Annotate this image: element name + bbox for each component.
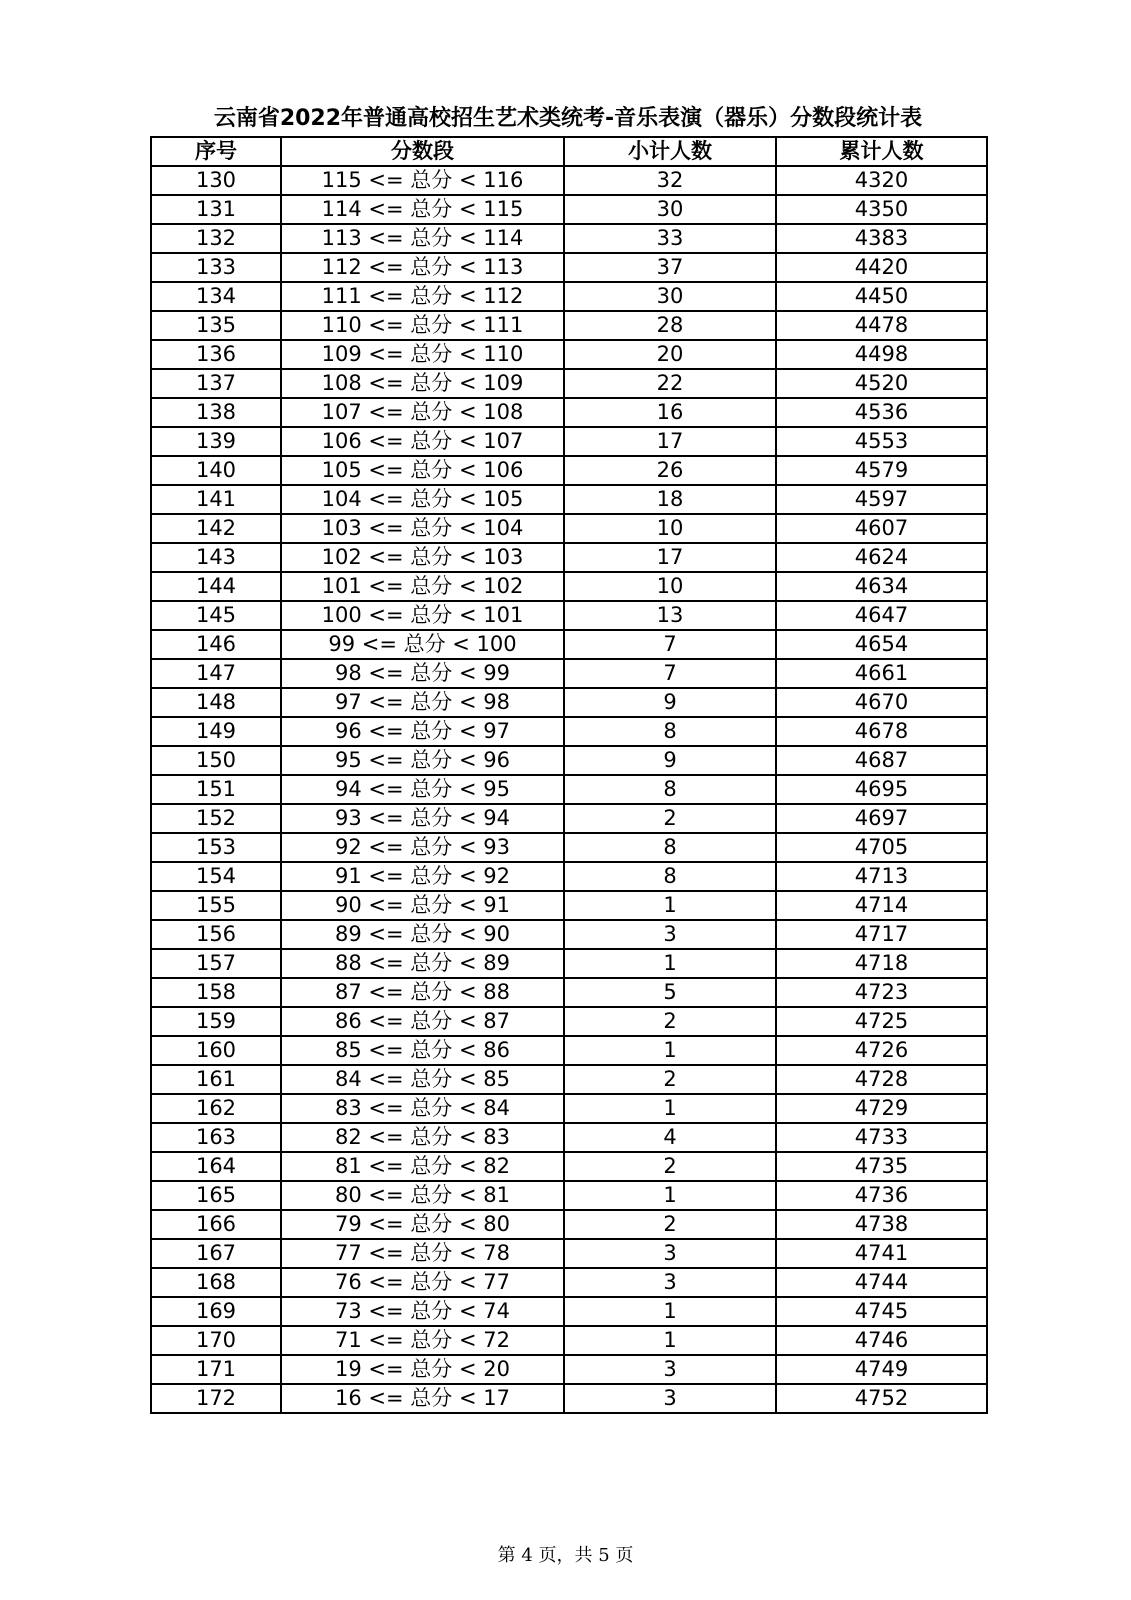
- cell-score-range: 93 <= 总分 < 94: [281, 804, 564, 833]
- cell-cumulative-count: 4738: [776, 1210, 987, 1239]
- cell-serial-number: 163: [151, 1123, 281, 1152]
- table-row: [151, 804, 987, 833]
- cell-serial-number: 130: [151, 166, 281, 195]
- cell-score-range: 80 <= 总分 < 81: [281, 1181, 564, 1210]
- table-row: [151, 224, 987, 253]
- cell-subtotal-count: 30: [564, 282, 776, 311]
- cell-cumulative-count: 4661: [776, 659, 987, 688]
- cell-subtotal-count: 1: [564, 891, 776, 920]
- cell-score-range: 71 <= 总分 < 72: [281, 1326, 564, 1355]
- cell-serial-number: 158: [151, 978, 281, 1007]
- cell-subtotal-count: 1: [564, 1181, 776, 1210]
- cell-cumulative-count: 4654: [776, 630, 987, 659]
- cell-score-range: 83 <= 总分 < 84: [281, 1094, 564, 1123]
- cell-cumulative-count: 4726: [776, 1036, 987, 1065]
- cell-serial-number: 140: [151, 456, 281, 485]
- cell-subtotal-count: 3: [564, 1239, 776, 1268]
- table-row: [151, 862, 987, 891]
- cell-serial-number: 150: [151, 746, 281, 775]
- cell-score-range: 92 <= 总分 < 93: [281, 833, 564, 862]
- cell-serial-number: 143: [151, 543, 281, 572]
- cell-cumulative-count: 4744: [776, 1268, 987, 1297]
- cell-subtotal-count: 4: [564, 1123, 776, 1152]
- cell-serial-number: 160: [151, 1036, 281, 1065]
- table-row: [151, 195, 987, 224]
- cell-subtotal-count: 1: [564, 1297, 776, 1326]
- cell-serial-number: 149: [151, 717, 281, 746]
- table-row: [151, 1384, 987, 1413]
- table-row: [151, 369, 987, 398]
- cell-score-range: 76 <= 总分 < 77: [281, 1268, 564, 1297]
- cell-subtotal-count: 32: [564, 166, 776, 195]
- cell-cumulative-count: 4647: [776, 601, 987, 630]
- cell-serial-number: 142: [151, 514, 281, 543]
- cell-score-range: 105 <= 总分 < 106: [281, 456, 564, 485]
- table-row: [151, 572, 987, 601]
- cell-subtotal-count: 37: [564, 253, 776, 282]
- cell-cumulative-count: 4713: [776, 862, 987, 891]
- cell-subtotal-count: 5: [564, 978, 776, 1007]
- cell-subtotal-count: 1: [564, 1036, 776, 1065]
- table-row: [151, 1181, 987, 1210]
- cell-score-range: 88 <= 总分 < 89: [281, 949, 564, 978]
- cell-score-range: 86 <= 总分 < 87: [281, 1007, 564, 1036]
- cell-cumulative-count: 4624: [776, 543, 987, 572]
- cell-cumulative-count: 4678: [776, 717, 987, 746]
- cell-score-range: 104 <= 总分 < 105: [281, 485, 564, 514]
- cell-score-range: 106 <= 总分 < 107: [281, 427, 564, 456]
- cell-cumulative-count: 4733: [776, 1123, 987, 1152]
- cell-cumulative-count: 4729: [776, 1094, 987, 1123]
- cell-cumulative-count: 4705: [776, 833, 987, 862]
- cell-serial-number: 145: [151, 601, 281, 630]
- cell-serial-number: 136: [151, 340, 281, 369]
- cell-score-range: 91 <= 总分 < 92: [281, 862, 564, 891]
- cell-serial-number: 155: [151, 891, 281, 920]
- cell-subtotal-count: 20: [564, 340, 776, 369]
- table-row: [151, 166, 987, 195]
- cell-cumulative-count: 4498: [776, 340, 987, 369]
- table-row: [151, 1007, 987, 1036]
- cell-serial-number: 159: [151, 1007, 281, 1036]
- cell-cumulative-count: 4723: [776, 978, 987, 1007]
- cell-serial-number: 151: [151, 775, 281, 804]
- cell-subtotal-count: 2: [564, 1065, 776, 1094]
- cell-score-range: 112 <= 总分 < 113: [281, 253, 564, 282]
- table-row: [151, 601, 987, 630]
- cell-serial-number: 154: [151, 862, 281, 891]
- cell-serial-number: 153: [151, 833, 281, 862]
- cell-subtotal-count: 9: [564, 688, 776, 717]
- cell-cumulative-count: 4383: [776, 224, 987, 253]
- cell-subtotal-count: 28: [564, 311, 776, 340]
- cell-cumulative-count: 4320: [776, 166, 987, 195]
- cell-cumulative-count: 4520: [776, 369, 987, 398]
- page-footer: 第 4 页，共 5 页: [497, 1545, 634, 1566]
- table-body: [151, 166, 987, 1413]
- cell-score-range: 87 <= 总分 < 88: [281, 978, 564, 1007]
- cell-serial-number: 157: [151, 949, 281, 978]
- cell-serial-number: 169: [151, 1297, 281, 1326]
- cell-subtotal-count: 3: [564, 1268, 776, 1297]
- cell-score-range: 90 <= 总分 < 91: [281, 891, 564, 920]
- cell-subtotal-count: 17: [564, 427, 776, 456]
- cell-serial-number: 132: [151, 224, 281, 253]
- cell-cumulative-count: 4420: [776, 253, 987, 282]
- score-distribution-table: [150, 136, 988, 1414]
- table-row: [151, 340, 987, 369]
- table-row: [151, 1210, 987, 1239]
- cell-cumulative-count: 4687: [776, 746, 987, 775]
- cell-subtotal-count: 17: [564, 543, 776, 572]
- cell-subtotal-count: 1: [564, 1094, 776, 1123]
- cell-subtotal-count: 16: [564, 398, 776, 427]
- cell-score-range: 108 <= 总分 < 109: [281, 369, 564, 398]
- table-row: [151, 833, 987, 862]
- table-row: [151, 311, 987, 340]
- cell-subtotal-count: 2: [564, 804, 776, 833]
- cell-score-range: 101 <= 总分 < 102: [281, 572, 564, 601]
- cell-cumulative-count: 4736: [776, 1181, 987, 1210]
- table-row: [151, 1239, 987, 1268]
- cell-cumulative-count: 4749: [776, 1355, 987, 1384]
- cell-subtotal-count: 8: [564, 775, 776, 804]
- cell-cumulative-count: 4752: [776, 1384, 987, 1413]
- cell-score-range: 94 <= 总分 < 95: [281, 775, 564, 804]
- cell-subtotal-count: 13: [564, 601, 776, 630]
- table-row: [151, 659, 987, 688]
- table-header-row: [151, 137, 987, 166]
- cell-cumulative-count: 4725: [776, 1007, 987, 1036]
- cell-subtotal-count: 3: [564, 1355, 776, 1384]
- cell-score-range: 95 <= 总分 < 96: [281, 746, 564, 775]
- table-row: [151, 398, 987, 427]
- cell-serial-number: 170: [151, 1326, 281, 1355]
- table-row: [151, 1123, 987, 1152]
- table-row: [151, 1152, 987, 1181]
- cell-subtotal-count: 22: [564, 369, 776, 398]
- table-row: [151, 949, 987, 978]
- cell-cumulative-count: 4579: [776, 456, 987, 485]
- cell-score-range: 115 <= 总分 < 116: [281, 166, 564, 195]
- cell-cumulative-count: 4597: [776, 485, 987, 514]
- cell-cumulative-count: 4553: [776, 427, 987, 456]
- cell-serial-number: 131: [151, 195, 281, 224]
- table-row: [151, 456, 987, 485]
- cell-subtotal-count: 2: [564, 1007, 776, 1036]
- table-row: [151, 1297, 987, 1326]
- cell-score-range: 79 <= 总分 < 80: [281, 1210, 564, 1239]
- cell-cumulative-count: 4714: [776, 891, 987, 920]
- cell-cumulative-count: 4634: [776, 572, 987, 601]
- cell-subtotal-count: 9: [564, 746, 776, 775]
- cell-subtotal-count: 3: [564, 1384, 776, 1413]
- table-row: [151, 1065, 987, 1094]
- table-row: [151, 1036, 987, 1065]
- cell-score-range: 84 <= 总分 < 85: [281, 1065, 564, 1094]
- cell-score-range: 113 <= 总分 < 114: [281, 224, 564, 253]
- cell-serial-number: 161: [151, 1065, 281, 1094]
- cell-serial-number: 144: [151, 572, 281, 601]
- cell-cumulative-count: 4746: [776, 1326, 987, 1355]
- table-row: [151, 717, 987, 746]
- cell-score-range: 73 <= 总分 < 74: [281, 1297, 564, 1326]
- cell-score-range: 103 <= 总分 < 104: [281, 514, 564, 543]
- table-row: [151, 282, 987, 311]
- cell-serial-number: 133: [151, 253, 281, 282]
- cell-cumulative-count: 4718: [776, 949, 987, 978]
- cell-cumulative-count: 4607: [776, 514, 987, 543]
- cell-cumulative-count: 4745: [776, 1297, 987, 1326]
- cell-cumulative-count: 4717: [776, 920, 987, 949]
- cell-subtotal-count: 26: [564, 456, 776, 485]
- cell-serial-number: 141: [151, 485, 281, 514]
- cell-subtotal-count: 30: [564, 195, 776, 224]
- table-row: [151, 920, 987, 949]
- cell-serial-number: 167: [151, 1239, 281, 1268]
- header-serial-number: 序号: [151, 137, 281, 166]
- cell-score-range: 96 <= 总分 < 97: [281, 717, 564, 746]
- header-score-range: 分数段: [281, 137, 564, 166]
- cell-cumulative-count: 4741: [776, 1239, 987, 1268]
- cell-score-range: 77 <= 总分 < 78: [281, 1239, 564, 1268]
- cell-cumulative-count: 4536: [776, 398, 987, 427]
- cell-score-range: 110 <= 总分 < 111: [281, 311, 564, 340]
- table-row: [151, 427, 987, 456]
- cell-serial-number: 134: [151, 282, 281, 311]
- table-row: [151, 746, 987, 775]
- cell-cumulative-count: 4670: [776, 688, 987, 717]
- cell-serial-number: 156: [151, 920, 281, 949]
- table-row: [151, 1326, 987, 1355]
- cell-cumulative-count: 4735: [776, 1152, 987, 1181]
- cell-serial-number: 162: [151, 1094, 281, 1123]
- cell-cumulative-count: 4478: [776, 311, 987, 340]
- cell-score-range: 97 <= 总分 < 98: [281, 688, 564, 717]
- cell-score-range: 82 <= 总分 < 83: [281, 1123, 564, 1152]
- table-row: [151, 775, 987, 804]
- cell-score-range: 114 <= 总分 < 115: [281, 195, 564, 224]
- header-cumulative-count: 累计人数: [776, 137, 987, 166]
- cell-serial-number: 152: [151, 804, 281, 833]
- cell-subtotal-count: 1: [564, 949, 776, 978]
- table-row: [151, 253, 987, 282]
- table-row: [151, 543, 987, 572]
- cell-score-range: 19 <= 总分 < 20: [281, 1355, 564, 1384]
- cell-score-range: 16 <= 总分 < 17: [281, 1384, 564, 1413]
- cell-serial-number: 172: [151, 1384, 281, 1413]
- cell-subtotal-count: 2: [564, 1152, 776, 1181]
- cell-serial-number: 171: [151, 1355, 281, 1384]
- cell-subtotal-count: 8: [564, 833, 776, 862]
- cell-serial-number: 137: [151, 369, 281, 398]
- cell-score-range: 109 <= 总分 < 110: [281, 340, 564, 369]
- cell-cumulative-count: 4728: [776, 1065, 987, 1094]
- cell-score-range: 81 <= 总分 < 82: [281, 1152, 564, 1181]
- table-row: [151, 1094, 987, 1123]
- cell-subtotal-count: 10: [564, 572, 776, 601]
- cell-subtotal-count: 7: [564, 630, 776, 659]
- cell-score-range: 99 <= 总分 < 100: [281, 630, 564, 659]
- cell-serial-number: 135: [151, 311, 281, 340]
- cell-subtotal-count: 7: [564, 659, 776, 688]
- cell-cumulative-count: 4697: [776, 804, 987, 833]
- cell-serial-number: 146: [151, 630, 281, 659]
- cell-cumulative-count: 4450: [776, 282, 987, 311]
- cell-subtotal-count: 1: [564, 1326, 776, 1355]
- cell-subtotal-count: 10: [564, 514, 776, 543]
- cell-cumulative-count: 4350: [776, 195, 987, 224]
- table-row: [151, 514, 987, 543]
- cell-subtotal-count: 18: [564, 485, 776, 514]
- cell-subtotal-count: 33: [564, 224, 776, 253]
- cell-score-range: 100 <= 总分 < 101: [281, 601, 564, 630]
- cell-serial-number: 164: [151, 1152, 281, 1181]
- cell-score-range: 89 <= 总分 < 90: [281, 920, 564, 949]
- cell-subtotal-count: 8: [564, 717, 776, 746]
- cell-serial-number: 138: [151, 398, 281, 427]
- cell-serial-number: 139: [151, 427, 281, 456]
- cell-serial-number: 148: [151, 688, 281, 717]
- cell-subtotal-count: 8: [564, 862, 776, 891]
- table-row: [151, 485, 987, 514]
- cell-score-range: 85 <= 总分 < 86: [281, 1036, 564, 1065]
- cell-cumulative-count: 4695: [776, 775, 987, 804]
- cell-score-range: 102 <= 总分 < 103: [281, 543, 564, 572]
- cell-serial-number: 165: [151, 1181, 281, 1210]
- cell-subtotal-count: 3: [564, 920, 776, 949]
- cell-serial-number: 168: [151, 1268, 281, 1297]
- cell-score-range: 98 <= 总分 < 99: [281, 659, 564, 688]
- header-subtotal-count: 小计人数: [564, 137, 776, 166]
- table-row: [151, 1268, 987, 1297]
- table-row: [151, 1355, 987, 1384]
- cell-score-range: 107 <= 总分 < 108: [281, 398, 564, 427]
- table-row: [151, 688, 987, 717]
- table-row: [151, 891, 987, 920]
- cell-subtotal-count: 2: [564, 1210, 776, 1239]
- table-row: [151, 630, 987, 659]
- cell-serial-number: 166: [151, 1210, 281, 1239]
- cell-serial-number: 147: [151, 659, 281, 688]
- cell-score-range: 111 <= 总分 < 112: [281, 282, 564, 311]
- page-title: 云南省2022年普通高校招生艺术类统考-音乐表演（器乐）分数段统计表: [213, 106, 923, 131]
- table-row: [151, 978, 987, 1007]
